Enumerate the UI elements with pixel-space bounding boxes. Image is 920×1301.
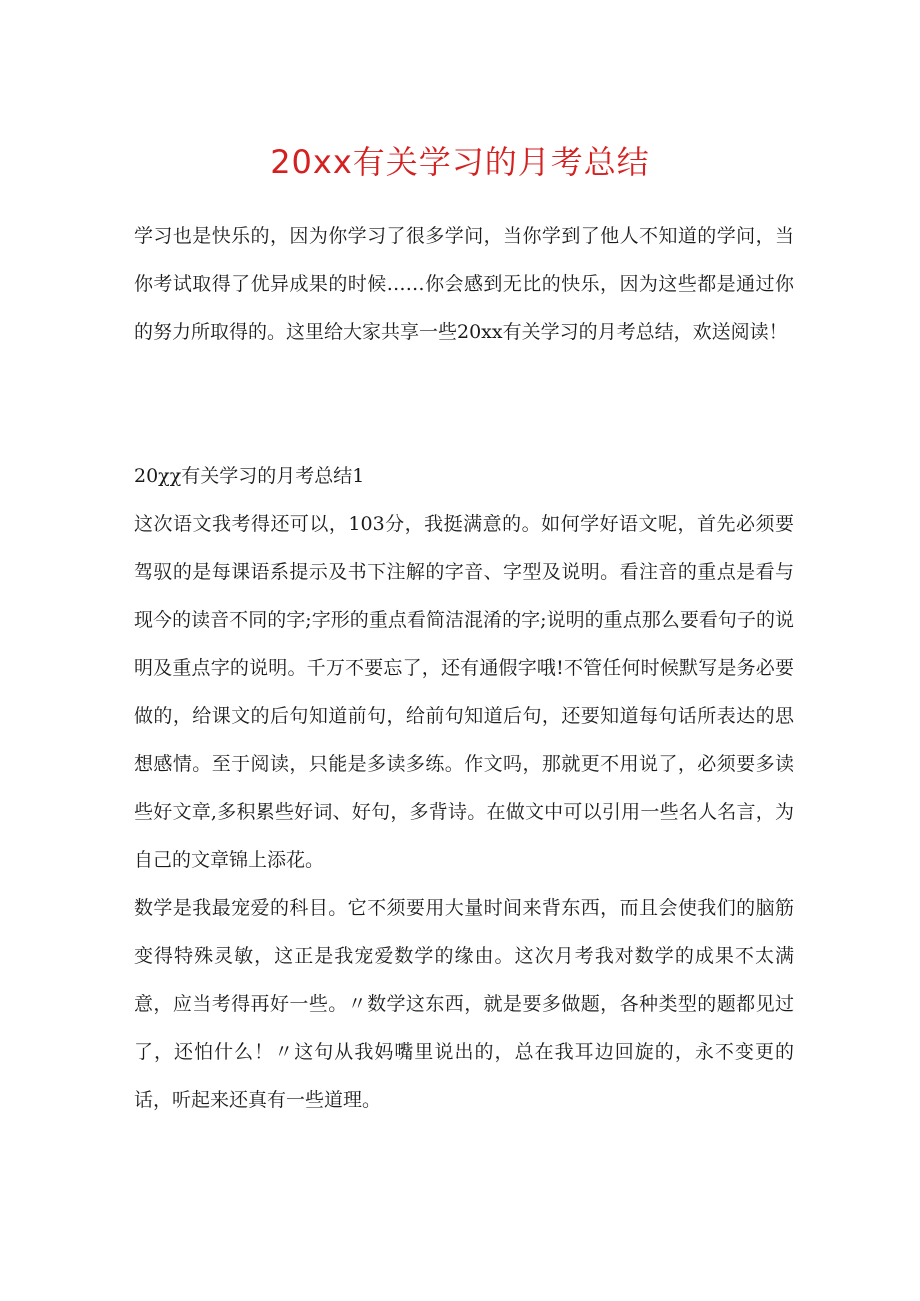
body-paragraph-chinese: 这次语文我考得还可以，103分，我挺满意的。如何学好语文呢，首先必须要驾驭的是每课语系提示及书下注解的字音、字型及说明。看注音的重点是看与现今的读音不同的字;字形的重点看简洁混淆的字;说明的重点那么要看句子的说明及重点字的说明。千万不要忘了，还有通假字哦!不管任何时候默写是务必要做的，给课文的后句知道前句，给前句知道后句，还要知道每句话所表达的思想感情。至于阅读，只能是多读多练。作文吗，那就更不用说了，必须要多读些好文章,多积累些好词、好句，多背诗。在做文中可以引用一些名人名言，为自己的文章锦上添花。 [134, 513, 794, 871]
intro-paragraph: 学习也是快乐的，因为你学习了很多学问，当你学到了他人不知道的学问，当你考试取得了优异成果的时候……你会感到无比的快乐，因为这些都是通过你的努力所取得的。这里给大家共享一些20xx有关学习的月考总结，欢送阅读！ [134, 225, 794, 343]
section-heading: 20χχ有关学习的月考总结1 [134, 465, 365, 487]
body-paragraph-math: 数学是我最宠爱的科目。它不须要用大量时间来背东西，而且会使我们的脑筋变得特殊灵敏，这正是我宠爱数学的缘由。这次月考我对数学的成果不太满意，应当考得再好一些。〃数学这东西，就是要多做题，各种类型的题都见过了，还怕什么！〃这句从我妈嘴里说出的，总在我耳边回旋的，永不变更的话，听起来还真有一些道理。 [134, 897, 794, 1111]
document-title: 20xx有关学习的月考总结 [270, 143, 650, 181]
section-body [134, 500, 794, 1124]
